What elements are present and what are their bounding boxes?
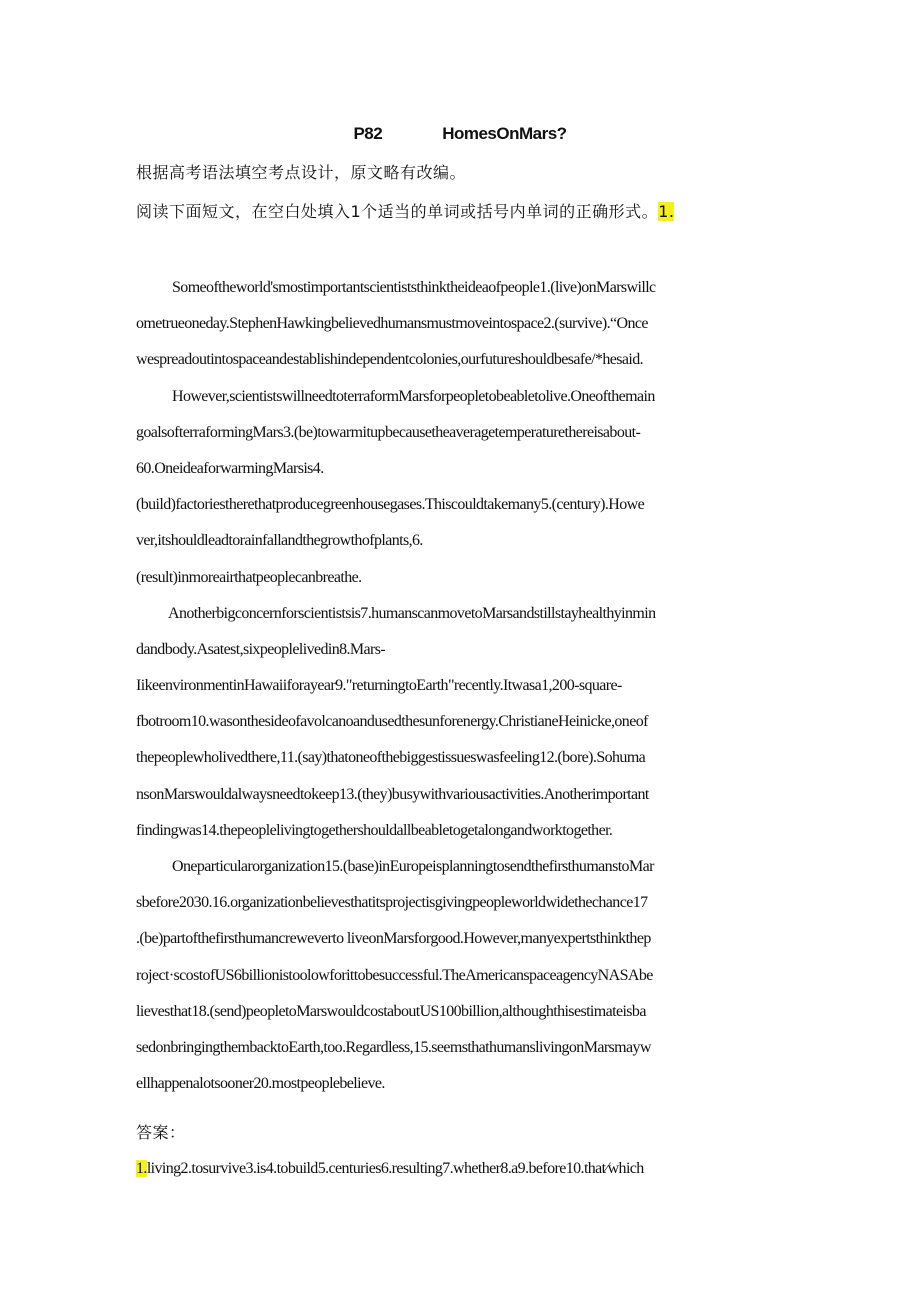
- passage-line: Oneparticularorganization15.(base)inEuropeisplanningtosendthefirsthumanstoMar: [172, 858, 654, 875]
- instruction-text: 阅读下面短文，在空白处填入1个适当的单词或括号内单词的正确形式。: [136, 202, 659, 221]
- passage-line: (result)inmoreairthatpeoplecanbreathe.: [136, 568, 362, 586]
- passage-line: sedonbringingthembacktoEarth,too.Regardless,15.seemsthathumanslivingonMarsmayw: [136, 1038, 651, 1056]
- page-code: P82: [353, 124, 383, 143]
- passage-line: roject·scostofUS6billionistoolowforittobesuccessful.TheAmericanspaceagencyNASAbe: [136, 966, 653, 984]
- passage-line: 60.OneideaforwarmingMarsis4.: [136, 459, 324, 477]
- passage: [136, 270, 790, 1102]
- passage-line: nsonMarswouldalwaysneedtokeep13.(they)busywithvariousactivities.Anotherimportant: [136, 785, 649, 803]
- passage-line: sbefore2030.16.organizationbelievesthatitsprojectisgivingpeopleworldwidethechance17: [136, 894, 648, 912]
- passage-line: ver,itshouldleadtorainfallandthegrowthofplants,6.: [136, 532, 423, 550]
- page-heading: HomesOnMars?: [442, 124, 567, 143]
- passage-line: ellhappenalotsooner20.mostpeoplebelieve.: [136, 1075, 385, 1093]
- passage-line: fbotroom10.wasonthesideofavolcanoandusedthesunforenergy.ChristianeHeinicke,oneof: [136, 713, 648, 731]
- highlight-mark: 1.: [658, 202, 675, 221]
- answers-line: [136, 1155, 796, 1183]
- instruction-line-2: [136, 199, 674, 222]
- answers-highlight: 1.: [136, 1160, 147, 1177]
- passage-line: .(be)partofthefirsthumancreweverto liveonMarsforgood.However,manyexpertsthinkthep: [136, 930, 651, 948]
- passage-line: Anotherbigconcernforscientistsis7.humanscanmovetoMarsandstillstayhealthyinmin: [168, 604, 656, 622]
- passage-line: (build)factoriestherethatproducegreenhousegases.Thiscouldtakemany5.(century).Howe: [136, 496, 645, 514]
- passage-line: ometrueoneday.StephenHawkingbelievedhumansmustmoveintospace2.(survive).“Once: [136, 315, 648, 333]
- instruction-line-1: 根据高考语法填空考点设计，原文略有改编。: [136, 163, 467, 182]
- passage-line: findingwas14.thepeoplelivingtogethershouldallbeabletogetalongandworktogether.: [136, 821, 613, 839]
- passage-line: lievesthat18.(send)peopletoMarswouldcostaboutUS100billion,althoughthisestimateisba: [136, 1002, 646, 1020]
- passage-line: dandbody.Asatest,sixpeoplelivedin8.Mars-: [136, 640, 386, 658]
- passage-line: thepeoplewholivedthere,11.(say)thatoneofthebiggestissueswasfeeling12.(bore).Sohuma: [136, 749, 646, 767]
- answers-text: living2.tosurvive3.is4.tobuild5.centuries6.resulting7.whether8.a9.before10.that∕which: [146, 1160, 644, 1177]
- passage-line: However,scientistswillneedtoterraformMarsforpeopletobeabletolive.Oneofthemain: [172, 387, 655, 405]
- passage-line: IikeenvironmentinHawaiiforayear9."returningtoEarth"recently.Itwasa1,200-square-: [136, 677, 622, 695]
- answers-label: 答案：: [136, 1123, 186, 1142]
- page-title: [0, 124, 920, 144]
- passage-line: wespreadoutintospaceandestablishindependentcolonies,ourfutureshouldbesafe/*hesaid.: [136, 351, 644, 369]
- passage-line: goalsofterraformingMars3.(be)towarmitupbecausetheaveragetemperaturethereisabout-: [136, 423, 641, 441]
- passage-line: Someoftheworld'smostimportantscientiststhinktheideaofpeople1.(live)onMarswillc: [172, 279, 656, 296]
